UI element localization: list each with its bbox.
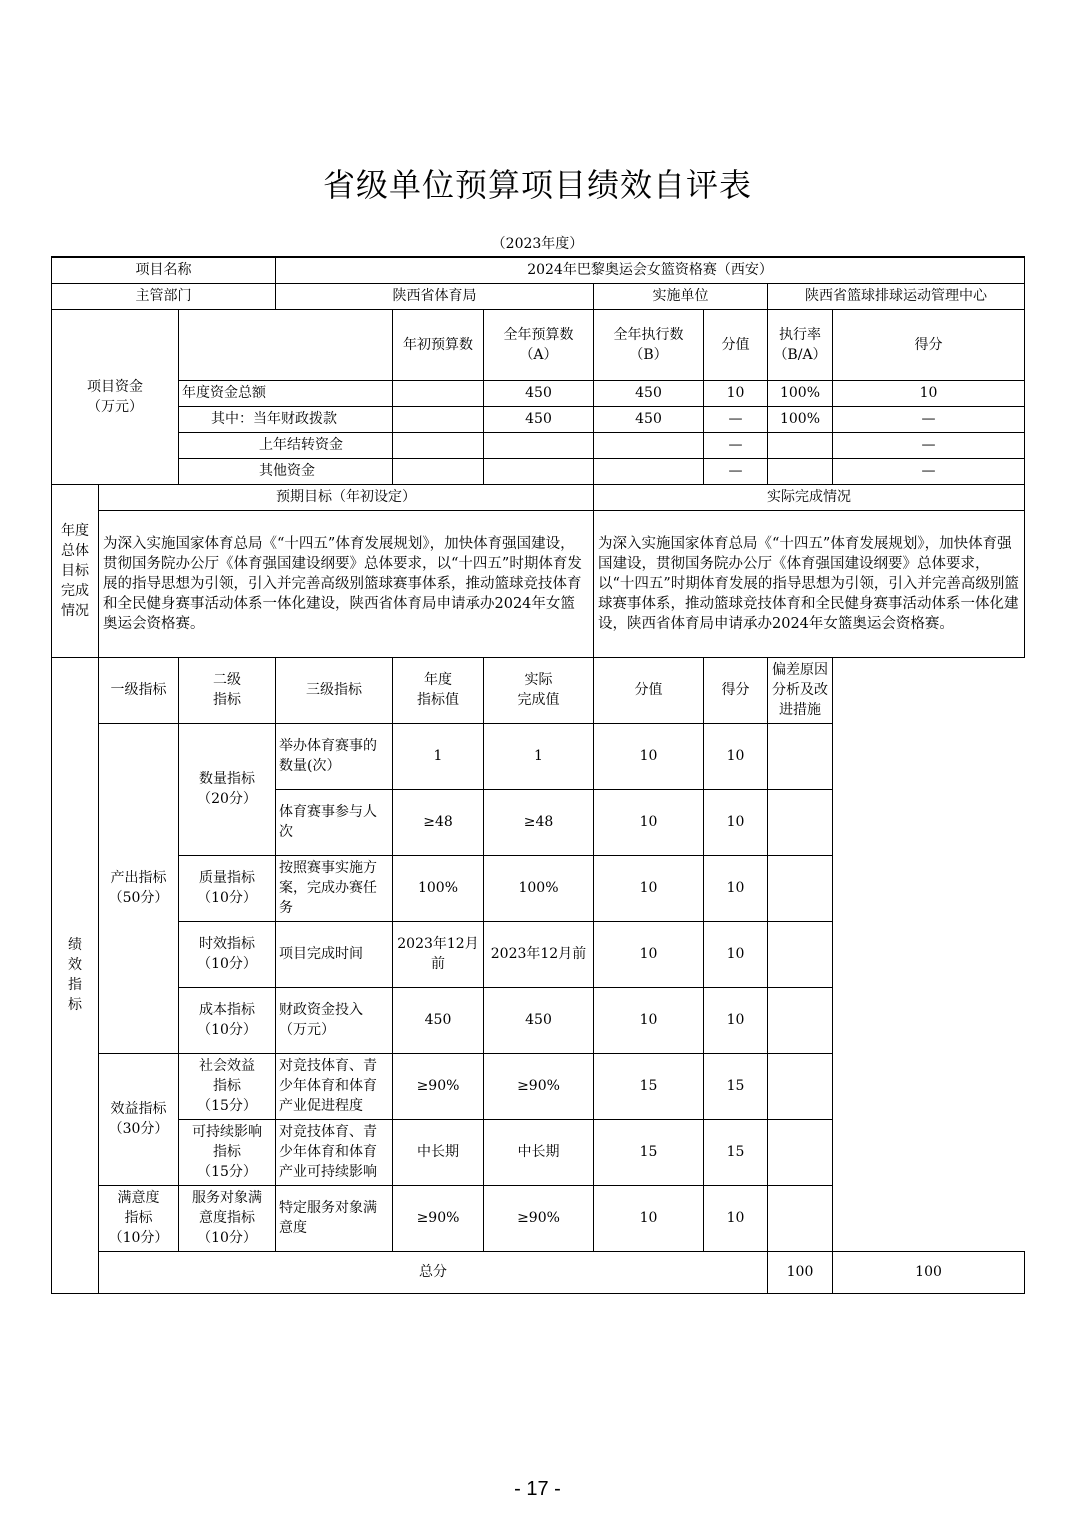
indicator-row bbox=[52, 723, 1025, 789]
target-value: 100% bbox=[393, 855, 484, 921]
actual-value: 450 bbox=[484, 987, 594, 1053]
score-value: 10 bbox=[704, 1185, 768, 1251]
deviation-note bbox=[768, 921, 833, 987]
self-evaluation-table bbox=[51, 256, 1025, 1294]
indicators-label: 绩 效 指 标 bbox=[52, 657, 99, 1293]
header-weight: 分值 bbox=[704, 309, 768, 380]
level3-indicator: 财政资金投入（万元） bbox=[276, 987, 393, 1053]
funds-row-score: — bbox=[833, 406, 1025, 432]
funds-row-score: — bbox=[833, 432, 1025, 458]
level3-indicator: 对竞技体育、青少年体育和体育产业促进程度 bbox=[276, 1053, 393, 1119]
actual-value: 2023年12月前 bbox=[484, 921, 594, 987]
indicator-row bbox=[52, 921, 1025, 987]
weight-value: 15 bbox=[594, 1053, 704, 1119]
score-value: 15 bbox=[704, 1119, 768, 1185]
fiscal-year: （2023年度） bbox=[491, 236, 584, 252]
score-value: 15 bbox=[704, 1053, 768, 1119]
level2-indicator: 成本指标 （10分） bbox=[179, 987, 276, 1053]
level3-indicator: 项目完成时间 bbox=[276, 921, 393, 987]
funds-row-exec: 450 bbox=[594, 380, 704, 406]
actual-completion-header: 实际完成情况 bbox=[594, 484, 1025, 510]
funds-row-exec bbox=[594, 458, 704, 484]
funds-row-weight: 10 bbox=[704, 380, 768, 406]
header-score: 得分 bbox=[704, 657, 768, 723]
weight-value: 15 bbox=[594, 1119, 704, 1185]
header-deviation-note: 偏差原因分析及改进措施 bbox=[768, 657, 833, 723]
total-label: 总分 bbox=[99, 1251, 768, 1293]
score-value: 10 bbox=[704, 855, 768, 921]
goals-text-row bbox=[52, 510, 1025, 657]
funds-row-name: 上年结转资金 bbox=[179, 432, 393, 458]
expected-goal-text: 为深入实施国家体育总局《“十四五”体育发展规划》，加快体育强国建设，贯彻国务院办公厅《体育强国建设纲要》总体要求，以“十四五”时期体育发展的指导思想为引领，引入并完善高级别篮球赛事体系，推动篮球竞技体育和全民健身赛事活动体系一体化建设，陕西省体育局申请承办2024年女篮奥运会资格赛。 bbox=[99, 510, 594, 657]
weight-value: 10 bbox=[594, 1185, 704, 1251]
actual-value: 100% bbox=[484, 855, 594, 921]
deviation-note bbox=[768, 789, 833, 855]
department-label: 主管部门 bbox=[52, 283, 276, 309]
level2-indicator: 服务对象满 意度指标 （10分） bbox=[179, 1185, 276, 1251]
funds-row-initial bbox=[393, 432, 484, 458]
funds-row-initial bbox=[393, 458, 484, 484]
weight-value: 10 bbox=[594, 789, 704, 855]
score-value: 10 bbox=[704, 987, 768, 1053]
actual-value: 1 bbox=[484, 723, 594, 789]
quantity-indicator-label: 数量指标 （20分） bbox=[179, 723, 276, 855]
deviation-note bbox=[768, 723, 833, 789]
score-value: 10 bbox=[704, 723, 768, 789]
funds-row-score: — bbox=[833, 458, 1025, 484]
goals-label: 年度 总体 目标 完成 情况 bbox=[52, 484, 99, 657]
funds-row bbox=[52, 406, 1025, 432]
deviation-note bbox=[768, 1185, 833, 1251]
level3-indicator: 举办体育赛事的数量(次） bbox=[276, 723, 393, 789]
actual-value: 中长期 bbox=[484, 1119, 594, 1185]
actual-value: ≥90% bbox=[484, 1053, 594, 1119]
page-number: - 17 - bbox=[514, 1478, 561, 1500]
funds-row-name: 年度资金总额 bbox=[179, 380, 393, 406]
funds-row-rate bbox=[768, 432, 833, 458]
indicator-row bbox=[52, 1185, 1025, 1251]
weight-value: 10 bbox=[594, 723, 704, 789]
header-initial-budget: 年初预算数 bbox=[393, 309, 484, 380]
funds-row bbox=[52, 432, 1025, 458]
project-name-row bbox=[52, 257, 1025, 283]
header-score: 得分 bbox=[833, 309, 1025, 380]
output-indicator-label: 产出指标 （50分） bbox=[99, 723, 179, 1053]
header-annual-execution: 全年执行数 （B） bbox=[594, 309, 704, 380]
funds-row-initial bbox=[393, 380, 484, 406]
indicator-row bbox=[52, 1053, 1025, 1119]
funds-row-weight: — bbox=[704, 406, 768, 432]
funds-row bbox=[52, 380, 1025, 406]
target-value: 1 bbox=[393, 723, 484, 789]
funds-header-blank bbox=[179, 309, 393, 380]
level3-indicator: 特定服务对象满意度 bbox=[276, 1185, 393, 1251]
level3-indicator: 对竞技体育、青少年体育和体育产业可持续影响 bbox=[276, 1119, 393, 1185]
score-value: 10 bbox=[704, 789, 768, 855]
funds-header-row bbox=[52, 309, 1025, 380]
funds-row-score: 10 bbox=[833, 380, 1025, 406]
deviation-note bbox=[768, 1053, 833, 1119]
level2-indicator: 社会效益 指标 （15分） bbox=[179, 1053, 276, 1119]
funds-row-name: 其中：当年财政拨款 bbox=[179, 406, 393, 432]
header-actual: 实际 完成值 bbox=[484, 657, 594, 723]
target-value: 450 bbox=[393, 987, 484, 1053]
total-weight: 100 bbox=[768, 1251, 833, 1293]
level2-indicator: 时效指标 （10分） bbox=[179, 921, 276, 987]
actual-value: ≥48 bbox=[484, 789, 594, 855]
funds-row-name: 其他资金 bbox=[179, 458, 393, 484]
form-title: 省级单位预算项目绩效自评表 bbox=[322, 166, 752, 204]
project-name-value: 2024年巴黎奥运会女篮资格赛（西安） bbox=[276, 257, 1025, 283]
total-row bbox=[52, 1251, 1025, 1293]
weight-value: 10 bbox=[594, 921, 704, 987]
header-level2: 二级 指标 bbox=[179, 657, 276, 723]
deviation-note bbox=[768, 987, 833, 1053]
funds-row-rate: 100% bbox=[768, 380, 833, 406]
project-name-label: 项目名称 bbox=[52, 257, 276, 283]
goals-header-row bbox=[52, 484, 1025, 510]
funds-row-initial bbox=[393, 406, 484, 432]
target-value: ≥90% bbox=[393, 1185, 484, 1251]
funds-row-budget bbox=[484, 432, 594, 458]
expected-goal-header: 预期目标（年初设定） bbox=[99, 484, 594, 510]
header-annual-budget: 全年预算数 （A） bbox=[484, 309, 594, 380]
funds-row-rate bbox=[768, 458, 833, 484]
benefit-indicator-label: 效益指标 （30分） bbox=[99, 1053, 179, 1185]
funds-row-weight: — bbox=[704, 458, 768, 484]
deviation-note bbox=[768, 855, 833, 921]
total-score: 100 bbox=[833, 1251, 1025, 1293]
indicator-row bbox=[52, 987, 1025, 1053]
level2-indicator: 质量指标 （10分） bbox=[179, 855, 276, 921]
indicator-row bbox=[52, 855, 1025, 921]
target-value: ≥90% bbox=[393, 1053, 484, 1119]
funds-row-budget: 450 bbox=[484, 380, 594, 406]
funds-label: 项目资金 （万元） bbox=[52, 309, 179, 484]
indicators-header-row bbox=[52, 657, 1025, 723]
funds-row-weight: — bbox=[704, 432, 768, 458]
funds-row bbox=[52, 458, 1025, 484]
implementer-value: 陕西省篮球排球运动管理中心 bbox=[768, 283, 1025, 309]
target-value: ≥48 bbox=[393, 789, 484, 855]
actual-completion-text: 为深入实施国家体育总局《“十四五”体育发展规划》，加快体育强国建设，贯彻国务院办公厅《体育强国建设纲要》总体要求，以“十四五”时期体育发展的指导思想为引领，引入并完善高级别篮球赛事体系，推动篮球竞技体育和全民健身赛事活动体系一体化建设，陕西省体育局申请承办2024年女篮奥运会资格赛。 bbox=[594, 510, 1025, 657]
level3-indicator: 按照赛事实施方案，完成办赛任务 bbox=[276, 855, 393, 921]
header-level1: 一级指标 bbox=[99, 657, 179, 723]
score-value: 10 bbox=[704, 921, 768, 987]
weight-value: 10 bbox=[594, 855, 704, 921]
weight-value: 10 bbox=[594, 987, 704, 1053]
funds-row-budget bbox=[484, 458, 594, 484]
department-value: 陕西省体育局 bbox=[276, 283, 594, 309]
indicator-row bbox=[52, 1119, 1025, 1185]
implementer-label: 实施单位 bbox=[594, 283, 768, 309]
header-level3: 三级指标 bbox=[276, 657, 393, 723]
funds-row-budget: 450 bbox=[484, 406, 594, 432]
target-value: 2023年12月前 bbox=[393, 921, 484, 987]
header-weight: 分值 bbox=[594, 657, 704, 723]
actual-value: ≥90% bbox=[484, 1185, 594, 1251]
level3-indicator: 体育赛事参与人次 bbox=[276, 789, 393, 855]
satisfaction-indicator-label: 满意度 指标 （10分） bbox=[99, 1185, 179, 1251]
department-row bbox=[52, 283, 1025, 309]
header-execution-rate: 执行率 （B/A） bbox=[768, 309, 833, 380]
header-target: 年度 指标值 bbox=[393, 657, 484, 723]
funds-row-exec: 450 bbox=[594, 406, 704, 432]
level2-indicator: 可持续影响 指标 （15分） bbox=[179, 1119, 276, 1185]
target-value: 中长期 bbox=[393, 1119, 484, 1185]
funds-row-rate: 100% bbox=[768, 406, 833, 432]
funds-row-exec bbox=[594, 432, 704, 458]
deviation-note bbox=[768, 1119, 833, 1185]
